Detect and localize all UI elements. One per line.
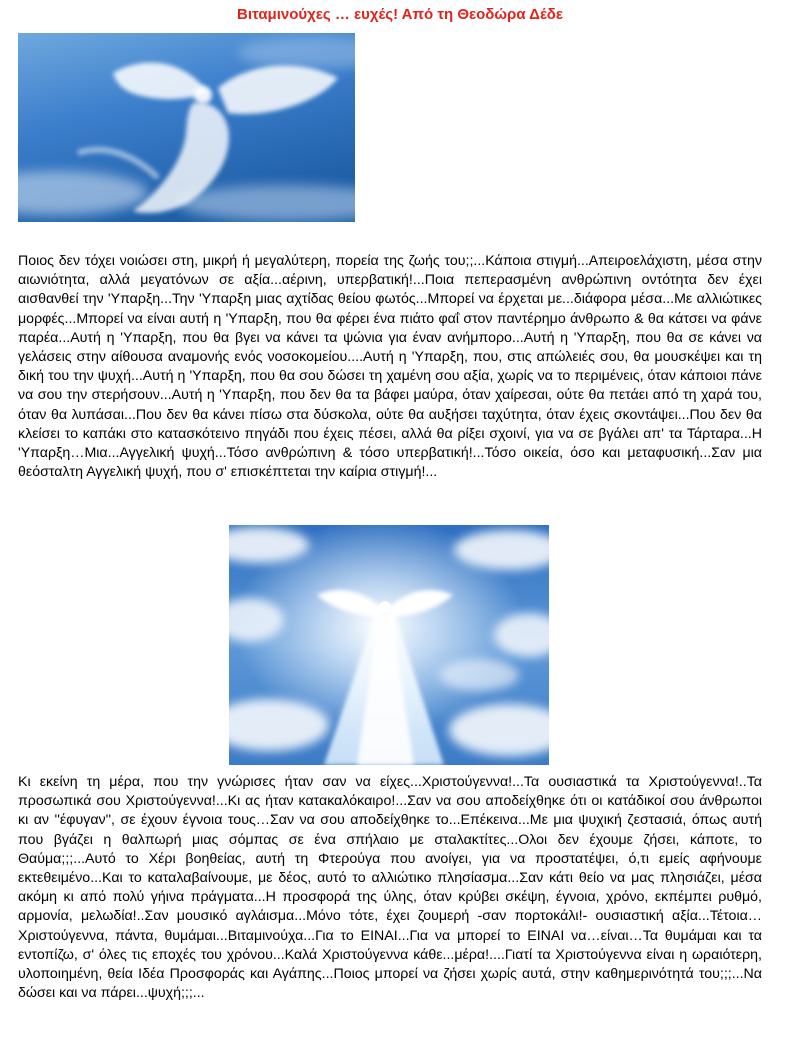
angel-light-beam-image: [229, 525, 549, 765]
article-title: Βιταμινούχες … ευχές! Από τη Θεοδώρα Δέδε: [237, 6, 563, 23]
angel-in-clouds-image: [18, 33, 355, 222]
paragraph-1: Ποιος δεν τόχει νοιώσει στη, μικρή ή μεγαλύτερη, πορεία της ζωής του;;...Κάποια στιγμή...Απειροελάχιστη, μέσα στην αιωνιότητα, αλλά μεγατόνων σε αξία...αέρινη, υπερβατική!...Ποια πεπερασμένη ανθρώπινη οντότητα δεν έχει αισθανθεί την 'Υπαρξη...Την 'Υπαρξη μιας αχτίδας θείου φωτός...Μπορεί να έρχεται με...διάφορα μέσα...Με αλλιώτικες μορφές...Μπορεί να είναι αυτή η 'Υπαρξη, που θα φέρει ένα πιάτο φαΐ στον παντέρημο άνθρωπο & θα κάτσει να φάνε παρέα...Αυτή η 'Υπαρξη, που θα βγει να κάνει τα ψώνια για έναν ανήμπορο...Αυτή η 'Υπαρξη, που θα σε κάνει να γελάσεις στην αίθουσα αναμονής ενός νοσοκομείου....Αυτή η 'Υπαρξη, που, στις απώλειές σου, θα μουσκέψει και τη δική του την ψυχή...Αυτή η 'Υπαρξη, που θα σου δώσει τη χαμένη σου αξία, χωρίς να το περιμένεις, όταν κάποιοι πάνε να σου την στερήσουν...Αυτή η 'Υπαρξη, που δεν θα τα βάφει μαύρα, όταν χαίρεσαι, ούτε θα πετάει από τη χαρά του, όταν θα λυπάσαι...Που δεν θα κάνει πίσω στα δύσκολα, ούτε θα αυξήσει ταχύτητα, όταν έχεις σκοντάψει...Που δεν θα κλείσει το καπάκι στο κατασκότεινο πηγάδι που έχεις πέσει, αλλά θα ρίξει σχοινί, για να σε βγάλει απ' τα Τάρταρα...Η 'Υπαρξη…Μια...Αγγελική ψυχή...Τόσο ανθρώπινη & τόσο υπερβατική!...Τόσο οικεία, όσο και μεταφυσική...Σαν μια θεόσταλτη Αγγελική ψυχή, που σ' επισκέπτεται την καίρια στιγμή!...: [18, 253, 762, 481]
paragraph-2: Κι εκείνη τη μέρα, που την γνώρισες ήταν σαν να είχες...Χριστούγεννα!...Τα ουσιαστικά τα Χριστούγεννα!..Τα προσωπικά σου Χριστούγεννα!...Κι ας ήταν κατακαλόκαιρο!...Σαν να σου αποδείχθηκε ότι οι κατάδικοί σου άνθρωποι κι αν ''έφυγαν'', σε έχουν έγνοια τους…Σαν να σου αποδείχθηκε το...Επέκεινα...Με μια ψυχική ζεστασιά, όπως αυτή που βγάζει η θαλπωρή μιας σόμπας σε ένα σπήλαιο με σταλακτίτες...Ολοι δεν έχουμε ζήσει, κάποτε, το Θαύμα;;;...Αυτό το Χέρι βοηθείας, αυτή τη Φτερούγα που ανοίγει, για να προστατέψει, ό,τι εμείς αφήνουμε εκτεθειμένο...Και το καταλαβαίνουμε, με δέος, αυτό το αλλιώτικο πλησίασμα...Σαν κάτι θείο να μας πλησιάζει, μέσα ακόμη κι από πολύ γήινα πράγματα...Η προσφορά της ύλης, όταν κρύβει σκέψη, έγνοια, χρόνο, εκπέμπει ρυθμό, αρμονία, μελωδία!..Σαν μουσικό αγλάισμα...Μόνο τότε, έχει ζουμερή -σαν πορτοκάλι!- ουσιαστική αξία...Τέτοια…Χριστούγεννα, πάντα, θυμάμαι...Βιταμινούχα...Για το ΕΙΝΑΙ...Για να μπορεί το ΕΙΝΑΙ να…είναι…Τα θυμάμαι και τα εντοπίζω, σ' όλες τις εποχές του χρόνου...Καλά Χριστούγεννα κάθε...μέρα!....Γιατί τα Χριστούγεννα είναι η ωραιότερη, υλοποιημένη, θεία Ιδέα Προσφοράς και Αγάπης...Ποιος μπορεί να ζήσει χωρίς αυτά, στην καθημερινότητά του;;;...Να δώσει και να πάρει...ψυχή;;;...: [18, 774, 762, 1002]
